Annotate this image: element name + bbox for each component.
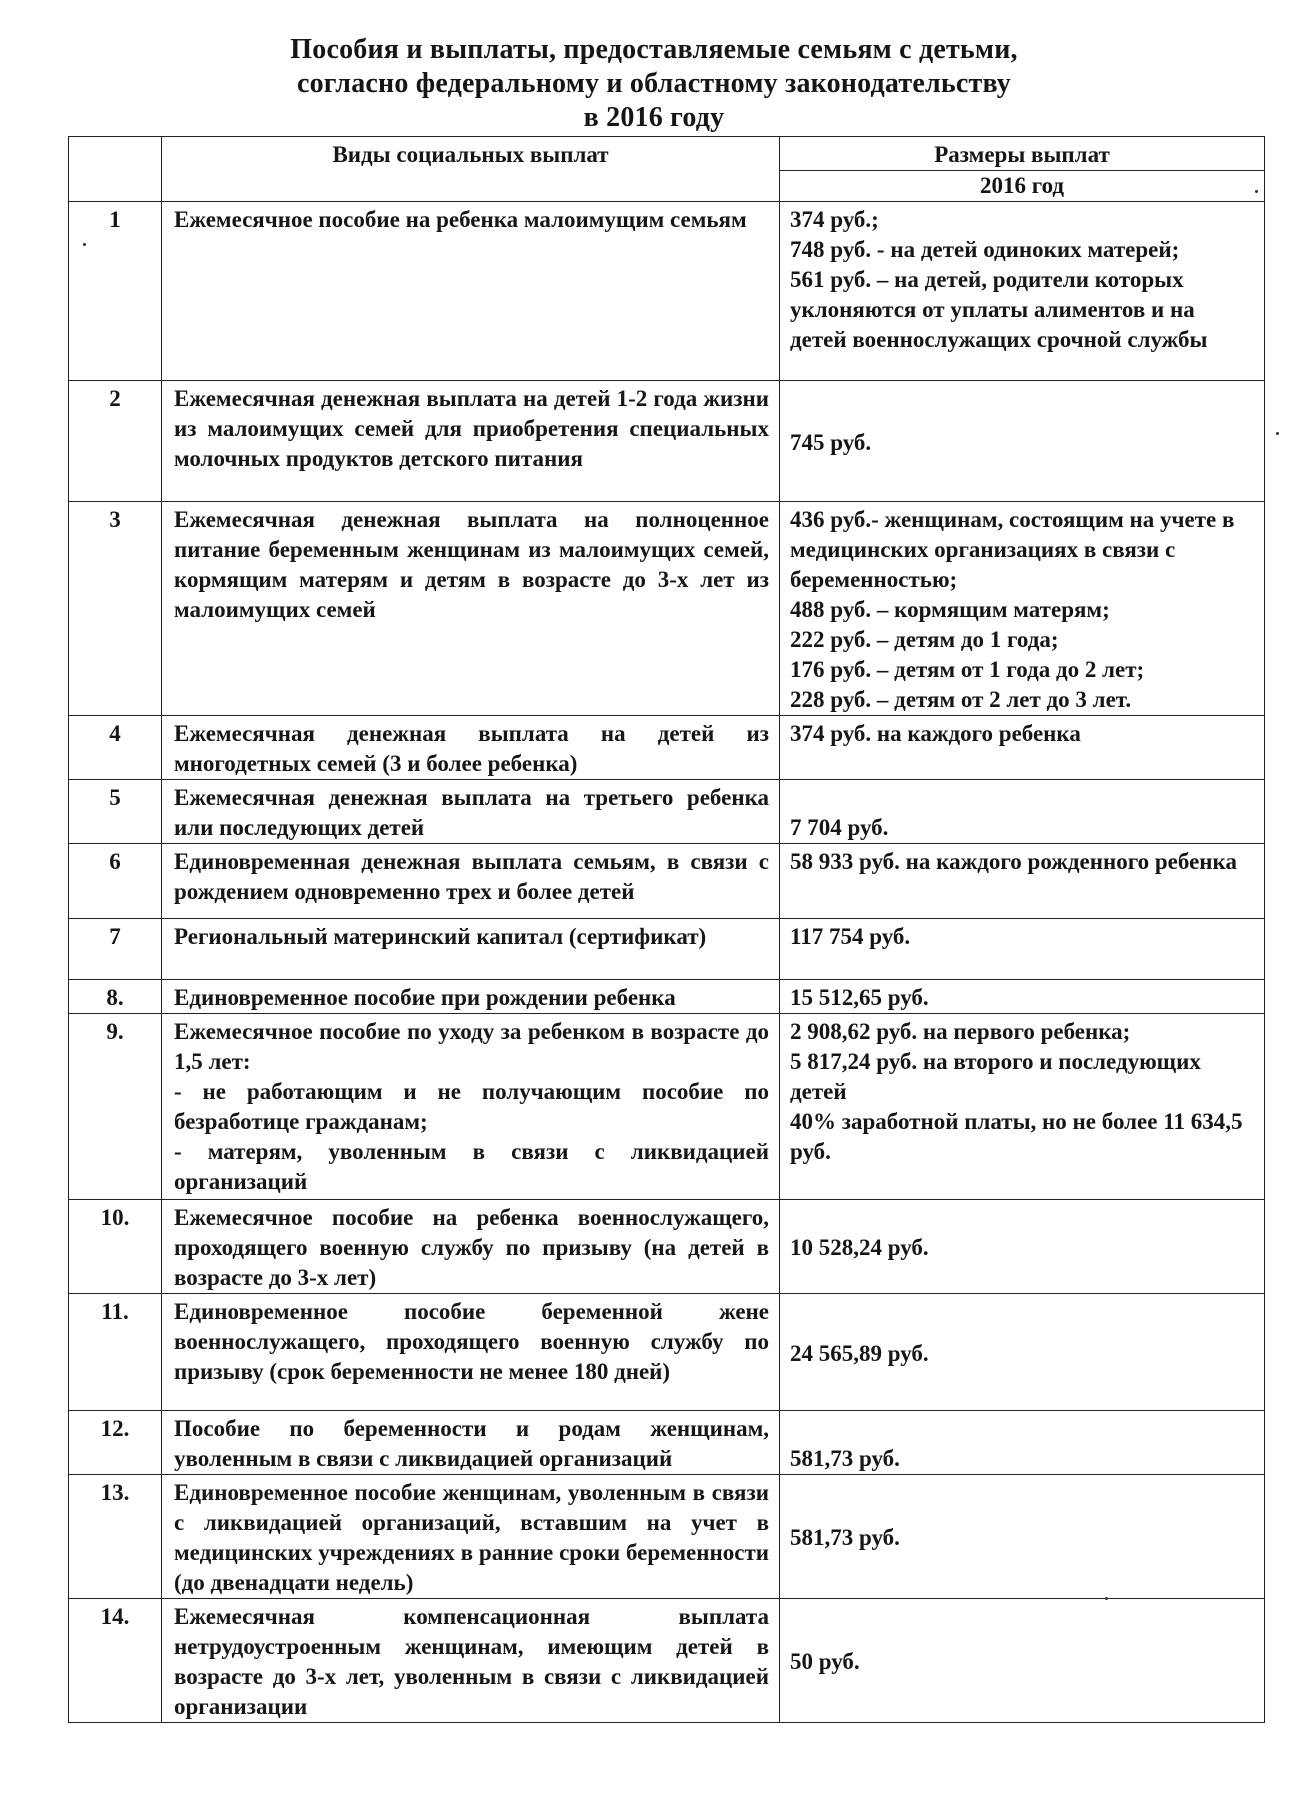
payment-type: Пособие по беременности и родам женщинам, уволенным в связи с ликвидацией организаций <box>162 1411 780 1475</box>
amount-line: 488 руб. – кормящим матерям; <box>790 597 1110 622</box>
payment-amount <box>780 1200 1265 1294</box>
payment-type-text: Ежемесячное пособие по уходу за ребенком в возрасте до 1,5 лет: <box>174 1019 769 1074</box>
payment-type: Ежемесячная компенсационная выплата нетрудоустроенным женщинам, имеющим детей в возрасте до 3-х лет, уволенным в связи с ликвидацией организации <box>162 1599 780 1723</box>
document-title <box>0 33 1308 135</box>
payment-amount <box>780 1599 1265 1723</box>
row-number: 1 <box>69 202 162 381</box>
amount-line: 5 817,24 руб. на второго и последующих детей <box>790 1049 1201 1104</box>
title-line-2: согласно федеральному и областному законодательству <box>296 68 1012 99</box>
table-row <box>69 780 1265 844</box>
table-row <box>69 1475 1265 1599</box>
payment-amount <box>780 1014 1265 1200</box>
row-number: 12. <box>69 1411 162 1475</box>
table-row <box>69 919 1265 980</box>
row-number: 3 <box>69 502 162 716</box>
table-body <box>69 202 1265 1723</box>
payment-type: Единовременное пособие женщинам, уволенным в связи с ликвидацией организаций, вставшим на учет в медицинских учреждениях в ранние сроки беременности (до двенадцати недель) <box>162 1475 780 1599</box>
amount-line: 58 933 руб. на каждого рожденного ребенка <box>790 849 1237 874</box>
amount-line: 7 704 руб. <box>790 815 889 840</box>
table-row <box>69 1200 1265 1294</box>
amount-line: 436 руб.- женщинам, состоящим на учете в медицинских организациях в связи с беременностью; <box>790 507 1235 592</box>
payment-amount <box>780 1294 1265 1411</box>
payment-amount <box>780 381 1265 502</box>
table-row <box>69 1294 1265 1411</box>
table-row <box>69 202 1265 381</box>
amount-line: 748 руб. - на детей одиноких матерей; <box>790 237 1180 262</box>
payment-type-text: - не работающим и не получающим пособие по безработице гражданам; <box>174 1079 769 1134</box>
payment-amount <box>780 1411 1265 1475</box>
payment-type <box>162 1014 780 1200</box>
table-row <box>69 1014 1265 1200</box>
amount-line: 745 руб. <box>790 429 872 455</box>
payment-type: Единовременное пособие беременной жене военнослужащего, проходящего военную службу по призыву (срок беременности не менее 180 дней) <box>162 1294 780 1411</box>
row-number: 6 <box>69 844 162 919</box>
row-number: 13. <box>69 1475 162 1599</box>
amount-line: 176 руб. – детям от 1 года до 2 лет; <box>790 657 1145 682</box>
payment-type: Ежемесячная денежная выплата на полноценное питание беременным женщинам из малоимущих семей, кормящим матерям и детям в возрасте до 3-х лет из малоимущих семей <box>162 502 780 716</box>
payment-amount <box>780 844 1265 919</box>
title-line-3: в 2016 году <box>583 102 725 133</box>
row-number: 5 <box>69 780 162 844</box>
table-row <box>69 716 1265 780</box>
table-row <box>69 502 1265 716</box>
row-number: 2 <box>69 381 162 502</box>
payment-amount <box>780 202 1265 381</box>
payment-type: Региональный материнский капитал (сертификат) <box>162 919 780 980</box>
amount-line: 40% заработной платы, но не более 11 634,5 руб. <box>790 1109 1243 1164</box>
amount-line: 15 512,65 руб. <box>790 985 929 1010</box>
payment-amount <box>780 716 1265 780</box>
row-number: 14. <box>69 1599 162 1723</box>
header-amount: Размеры выплат <box>780 137 1265 171</box>
payment-type-text: - матерям, уволенным в связи с ликвидацией организаций <box>174 1139 769 1194</box>
row-number: 8. <box>69 980 162 1014</box>
row-number: 11. <box>69 1294 162 1411</box>
amount-line: 10 528,24 руб. <box>790 1235 929 1260</box>
amount-line: 50 руб. <box>790 1649 860 1674</box>
row-number: 4 <box>69 716 162 780</box>
amount-line: 222 руб. – детям до 1 года; <box>790 627 1059 652</box>
title-line-1: Пособия и выплаты, предоставляемые семьям с детьми, <box>290 34 1018 65</box>
scan-speck <box>83 243 86 246</box>
header-num <box>69 137 162 202</box>
payment-amount <box>780 1475 1265 1599</box>
header-payment-type: Виды социальных выплат <box>162 137 780 202</box>
amount-line: 581,73 руб. <box>790 1446 900 1471</box>
table-row <box>69 844 1265 919</box>
scan-speck <box>1255 190 1258 193</box>
payment-amount <box>780 780 1265 844</box>
scan-speck <box>1105 1597 1108 1600</box>
payment-amount <box>780 502 1265 716</box>
table-row <box>69 1599 1265 1723</box>
scan-speck <box>1276 432 1279 435</box>
amount-line: 2 908,62 руб. на первого ребенка; <box>790 1019 1131 1044</box>
payment-type: Ежемесячное пособие на ребенка военнослужащего, проходящего военную службу по призыву (на детей в возрасте до 3-х лет) <box>162 1200 780 1294</box>
amount-line: 581,73 руб. <box>790 1525 900 1550</box>
payment-type: Ежемесячное пособие на ребенка малоимущим семьям <box>162 202 780 381</box>
row-number: 9. <box>69 1014 162 1200</box>
payment-type: Единовременная денежная выплата семьям, в связи с рождением одновременно трех и более детей <box>162 844 780 919</box>
amount-line: 374 руб.; <box>790 207 879 232</box>
amount-line: 24 565,89 руб. <box>790 1340 929 1366</box>
table-row <box>69 1411 1265 1475</box>
table-row <box>69 980 1265 1014</box>
row-number: 10. <box>69 1200 162 1294</box>
amount-line: 228 руб. – детям от 2 лет до 3 лет. <box>790 687 1132 712</box>
payment-type: Ежемесячная денежная выплата на детей из многодетных семей (3 и более ребенка) <box>162 716 780 780</box>
payment-type: Ежемесячная денежная выплата на третьего ребенка или последующих детей <box>162 780 780 844</box>
row-number: 7 <box>69 919 162 980</box>
payment-type: Единовременное пособие при рождении ребенка <box>162 980 780 1014</box>
amount-line: 561 руб. – на детей, родители которых уклоняются от уплаты алиментов и на детей военнослужащих срочной службы <box>790 267 1208 352</box>
payments-table <box>68 136 1265 1723</box>
header-year: 2016 год <box>780 171 1265 202</box>
payment-amount <box>780 919 1265 980</box>
amount-line: 117 754 руб. <box>790 924 911 949</box>
payment-type: Ежемесячная денежная выплата на детей 1-2 года жизни из малоимущих семей для приобретения специальных молочных продуктов детского питания <box>162 381 780 502</box>
table-row <box>69 381 1265 502</box>
payment-amount <box>780 980 1265 1014</box>
amount-line: 374 руб. на каждого ребенка <box>790 721 1081 746</box>
